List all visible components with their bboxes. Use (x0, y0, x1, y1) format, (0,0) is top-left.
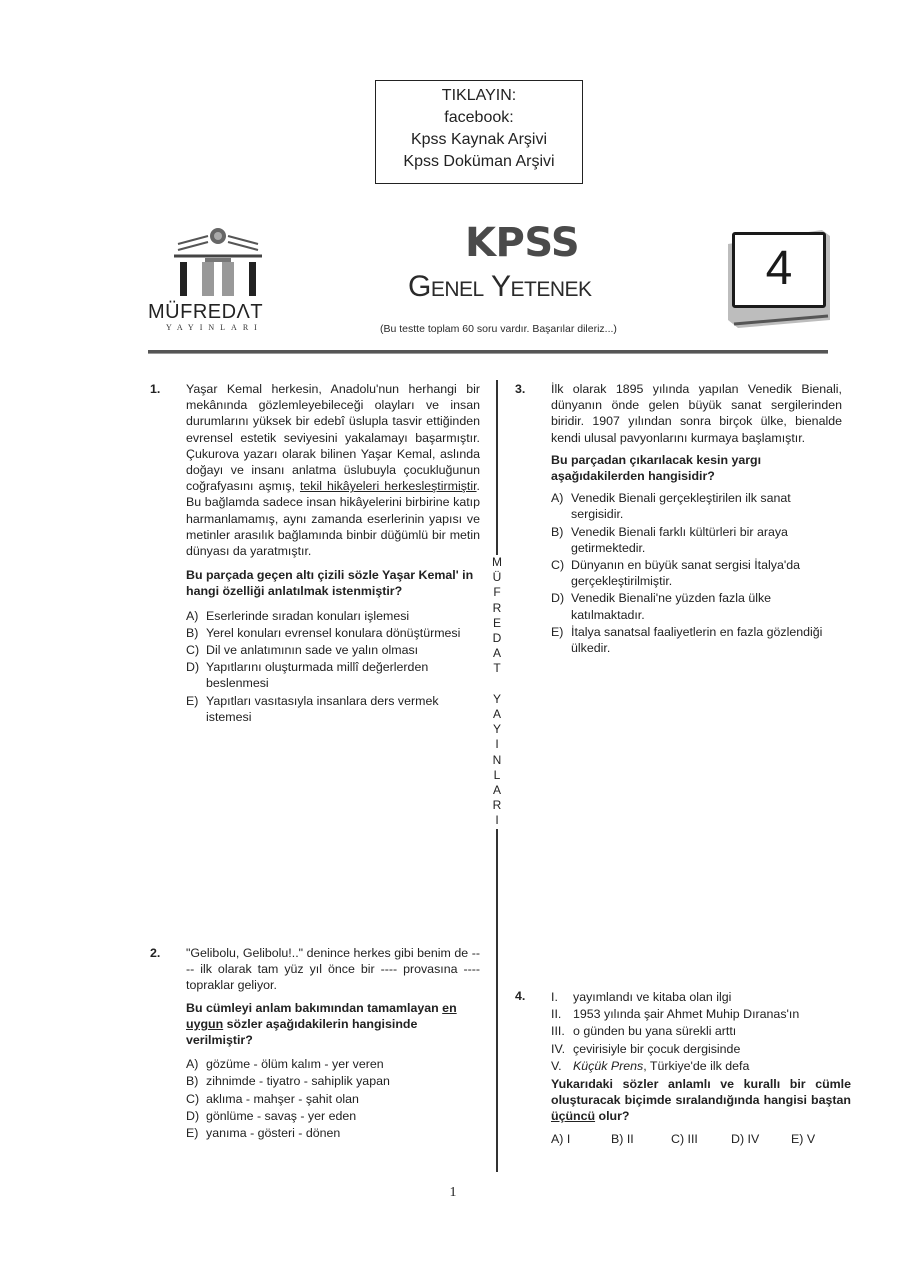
option-text: aklıma - mahşer - şahit olan (206, 1091, 359, 1106)
logo-wordmark: MÜFREDΛT (148, 301, 264, 323)
option-letter: B) (186, 1074, 199, 1089)
underlined-phrase: tekil hikâyeleri herkesleştirmiştir (299, 479, 477, 494)
question-text-part: . Bu bağlamda sadece insan hikâyelerini birbirine katıp harmanlamamış, aynı zamanda eserlerinin yapısı ve metinler arasılık bağlamında binbir düğümlü bir metin dünyası da yaratmıştır. (186, 479, 480, 559)
option-d[interactable] (186, 1108, 480, 1124)
mufredat-logo-icon (172, 222, 264, 302)
option-b[interactable] (551, 524, 842, 556)
vertical-letter: A (492, 783, 501, 798)
option-text: gözüme - ölüm kalım - yer veren (206, 1057, 384, 1072)
answer-choice[interactable]: D) IV (731, 1131, 760, 1146)
question-prompt-part: sözler aşağıdakilerin hangisinde verilmiştir? (186, 1016, 418, 1048)
question-text: İlk olarak 1895 yılında yapılan Venedik Bienali, dünyanın önde gelen büyük sanat sergilerinden biridir. 1907 yılından sonra birçok ülke, bienalde kendi ulusal pavyonlarını kurmaya başlamıştır. (551, 382, 842, 445)
option-a[interactable] (551, 490, 842, 522)
question-number: 3. (515, 382, 526, 396)
option-d[interactable] (551, 590, 842, 622)
vertical-letter: Y (492, 691, 501, 706)
option-text: Eserlerinde sıradan konuları işlemesi (206, 608, 410, 623)
answer-choice[interactable]: B) II (611, 1131, 634, 1146)
vertical-letter (490, 677, 504, 692)
vertical-letter: L (493, 767, 501, 782)
question-prompt-part: olur? (595, 1109, 630, 1124)
option-letter: E) (186, 693, 199, 708)
answer-row (551, 1131, 851, 1147)
option-letter: E) (186, 1126, 199, 1141)
underlined-phrase: üçüncü (551, 1109, 596, 1124)
option-letter: A) (551, 491, 564, 506)
statement-numeral: I. (551, 990, 558, 1004)
vertical-letter: Y (492, 722, 501, 737)
exam-title: KPSS (465, 220, 580, 266)
option-letter: C) (551, 558, 565, 573)
option-letter: C) (186, 643, 200, 658)
vertical-letter: Ü (492, 570, 502, 585)
vertical-letter: A (492, 646, 501, 661)
question-number: 4. (515, 989, 526, 1003)
option-d[interactable] (186, 659, 480, 691)
answer-choice[interactable]: A) I (551, 1131, 571, 1146)
question-text (186, 381, 480, 559)
statement-text: çevirisiyle bir çocuk dergisinde (573, 1041, 741, 1056)
vertical-letter: I (495, 737, 499, 752)
banner-line-3: Kpss Kaynak Arşivi (410, 131, 548, 148)
question-prompt-part: Yukarıdaki sözler anlamlı ve kurallı bir cümle oluşturacak biçimde sıralandığında hangisi baştan (551, 1077, 851, 1108)
vertical-letter: I (495, 813, 499, 828)
vertical-letter: A (492, 707, 501, 722)
option-b[interactable] (186, 1073, 480, 1089)
option-a[interactable] (186, 608, 480, 624)
option-text: zihnimde - tiyatro - sahiplik yapan (206, 1074, 390, 1089)
question-prompt: Bu parçadan çıkarılacak kesin yargı aşağıdakilerden hangisidir? (551, 452, 762, 484)
statement-item (551, 1058, 851, 1074)
option-e[interactable] (186, 693, 480, 725)
option-text: Yapıtları vasıtasıyla insanlara ders vermek istemesi (206, 693, 439, 724)
option-text: Yerel konuları evrensel konulara dönüştürmesi (206, 625, 461, 640)
question-text: "Gelibolu, Gelibolu!.." denince herkes gibi benim de ---- ilk olarak tam yüz yıl önce bir ---- provasına ---- topraklar geliyor. (186, 946, 480, 993)
option-letter: A) (186, 608, 199, 623)
option-e[interactable] (186, 1125, 480, 1141)
option-letter: D) (186, 1108, 200, 1123)
option-text: Venedik Bienali farklı kültürleri bir araya getirmektedir. (571, 524, 788, 555)
option-letter: B) (186, 625, 199, 640)
option-letter: A) (186, 1057, 199, 1072)
banner-line-2: facebook: (444, 109, 514, 126)
question-1 (150, 381, 480, 725)
statement-item (551, 1041, 851, 1057)
statement-item (551, 1006, 851, 1022)
header-rule-thin (148, 353, 828, 354)
logo-subtitle: YAYINLARI (166, 323, 263, 332)
question-3 (515, 381, 842, 656)
statement-numeral: II. (551, 1007, 562, 1022)
option-letter: D) (551, 591, 565, 606)
question-number: 2. (150, 946, 161, 960)
answer-choice[interactable]: E) V (791, 1131, 816, 1146)
option-letter: E) (551, 624, 564, 639)
option-letter: C) (186, 1091, 200, 1106)
option-c[interactable] (551, 557, 842, 589)
statement-numeral: IV. (551, 1041, 566, 1056)
option-text: Dünyanın en büyük sanat sergisi İtalya'da gerçekleştirilmiştir. (571, 558, 800, 589)
statement-text: yayımlandı ve kitaba olan ilgi (573, 990, 732, 1004)
statement-text: Küçük Prens, Türkiye'de ilk defa (573, 1058, 750, 1073)
vertical-letter: M (492, 555, 502, 569)
subject-title: Genel Yetenek (408, 270, 592, 303)
option-text: gönlüme - savaş - yer eden (206, 1108, 357, 1123)
statement-item (551, 989, 851, 1005)
option-a[interactable] (186, 1056, 480, 1072)
statement-text: o günden bu yana sürekli arttı (573, 1024, 737, 1039)
option-e[interactable] (551, 624, 842, 656)
option-letter: B) (551, 524, 564, 539)
question-prompt: Bu parçada geçen altı çizili sözle Yaşar Kemal' in hangi özelliği anlatılmak istenmiştir? (186, 568, 474, 599)
question-2 (150, 945, 480, 1141)
underlined-phrase: en uygun (186, 1000, 457, 1031)
vertical-letter: T (493, 661, 501, 676)
banner-line-1: TIKLAYIN: (441, 87, 517, 104)
option-text: Yapıtlarını oluşturmada millî değerlerden beslenmesi (206, 660, 429, 691)
options-list (186, 1056, 480, 1141)
vertical-letter: N (492, 752, 502, 767)
answer-choice[interactable]: C) III (671, 1131, 698, 1146)
options-list (551, 490, 842, 656)
statement-text: 1953 yılında şair Ahmet Muhip Dıranas'ın (573, 1007, 800, 1022)
question-prompt (551, 1076, 851, 1125)
option-c[interactable] (186, 642, 480, 658)
option-c[interactable] (186, 1091, 480, 1107)
option-text: İtalya sanatsal faaliyetlerin en fazla gözlendiği ülkedir. (571, 624, 823, 656)
statement-list (551, 989, 851, 1074)
vertical-brand-text (490, 555, 504, 829)
statement-item (551, 1023, 851, 1039)
banner-line-4: Kpss Doküman Arşivi (403, 153, 555, 170)
options-list (186, 608, 480, 725)
option-text: Venedik Bienali'ne yüzden fazla ülke katılmaktadır. (571, 591, 772, 622)
option-text: yanıma - gösteri - dönen (206, 1126, 341, 1141)
option-b[interactable] (186, 625, 480, 641)
question-4 (515, 988, 851, 1147)
option-letter: D) (186, 660, 200, 675)
option-text: Dil ve anlatımının sade ve yalın olması (206, 643, 419, 658)
test-note: (Bu testte toplam 60 soru vardır. Başarılar dileriz...) (380, 323, 617, 335)
question-prompt-part: Bu cümleyi anlam bakımından tamamlayan (186, 1000, 443, 1015)
statement-numeral: V. (551, 1058, 562, 1073)
vertical-letter: R (492, 798, 502, 813)
vertical-letter: F (493, 585, 501, 600)
vertical-letter: D (492, 631, 502, 646)
question-number: 1. (150, 382, 161, 396)
statement-numeral: III. (551, 1024, 565, 1039)
booklet-number: 4 (732, 232, 826, 308)
facebook-banner[interactable] (375, 80, 583, 184)
option-text: Venedik Bienali gerçekleştirilen ilk sanat sergisidir. (571, 491, 791, 522)
vertical-letter: E (492, 615, 501, 630)
vertical-letter: R (492, 600, 502, 615)
question-text-part: Yaşar Kemal herkesin, Anadolu'nun herhangi bir mekânında gözlemleyebileceği olayları ve insan durumlarını yüksek bir edebî üslupla tasvir ettiğinden evrensel estetik seviyesini yakalamayı başarmıştır. Çukurova yazarı olarak bilinen Yaşar Kemal, aslında doğayı ve insanı anlatma üslubuyla çocukluğunun coğrafyasını aşmış, (186, 382, 480, 494)
question-prompt (186, 1000, 480, 1049)
page-number: 1 (449, 1185, 457, 1200)
